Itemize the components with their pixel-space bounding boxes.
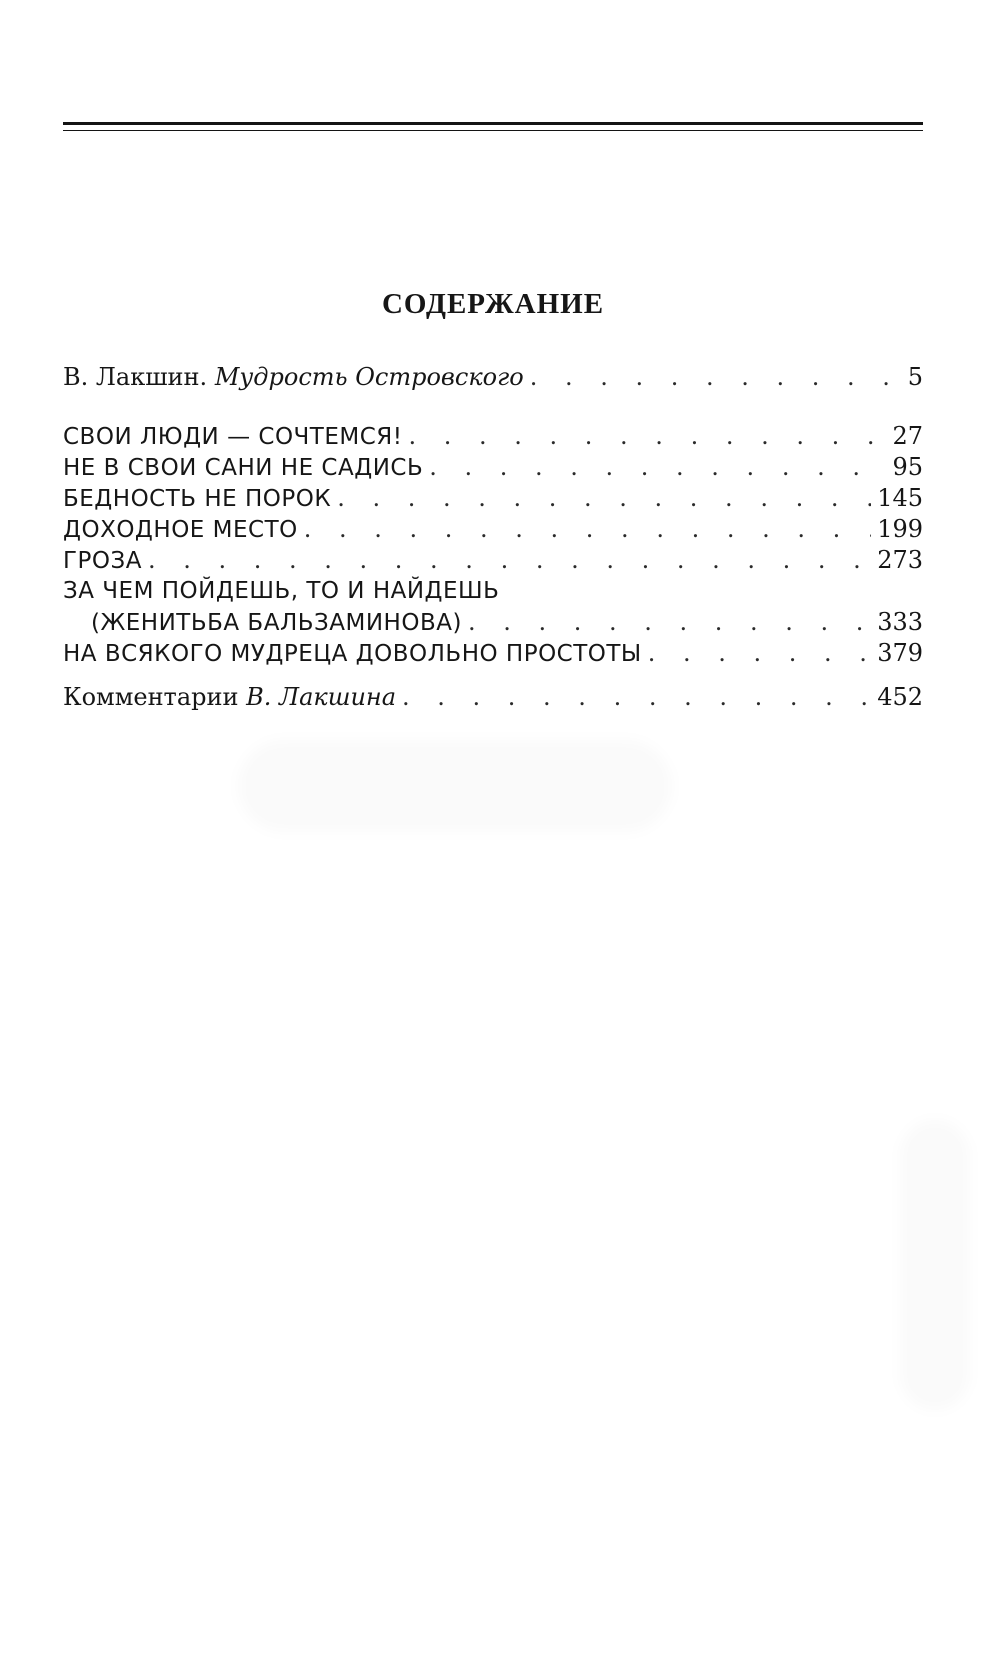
play-title: ДОХОДНОЕ МЕСТО (63, 517, 298, 543)
toc-commentary-section (63, 682, 923, 713)
page-number: 273 (877, 546, 923, 574)
page-number: 5 (907, 363, 923, 391)
leader-dots (648, 638, 871, 669)
toc-entry-play (63, 545, 923, 576)
toc-entry-intro (63, 362, 923, 393)
play-title-line2: (ЖЕНИТЬБА БАЛЬЗАМИНОВА) (91, 610, 462, 636)
leader-dots (148, 545, 871, 576)
toc-entry-play (63, 483, 923, 514)
toc-plays-section (63, 421, 923, 669)
page-number: 145 (877, 484, 923, 512)
leader-dots (402, 682, 871, 713)
intro-author: В. Лакшин. (63, 363, 208, 391)
toc-entry-text (63, 682, 396, 713)
play-title: НЕ В СВОИ САНИ НЕ САДИСЬ (63, 455, 424, 481)
toc-entry-play (63, 421, 923, 452)
play-title-line1: ЗА ЧЕМ ПОЙДЕШЬ, ТО И НАЙДЕШЬ (63, 578, 500, 604)
toc-intro-section (63, 362, 923, 393)
toc-entry-play (63, 514, 923, 545)
toc-entry-play-line1 (63, 576, 923, 607)
toc-entry-text (63, 362, 524, 393)
paper-smudge (238, 740, 672, 832)
leader-dots (337, 483, 871, 514)
page-number: 333 (877, 608, 923, 636)
intro-work-title: Мудрость Островского (214, 363, 524, 391)
toc-entry-commentary (63, 682, 923, 713)
header-rule-thin (63, 130, 923, 131)
page-title: СОДЕРЖАНИЕ (381, 288, 605, 320)
page-number: 95 (892, 453, 923, 481)
paper-smudge (900, 1120, 970, 1410)
play-title: ГРОЗА (63, 548, 142, 574)
leader-dots (409, 421, 887, 452)
page-number: 452 (877, 683, 923, 711)
toc-entry-play (63, 638, 923, 669)
leader-dots (530, 362, 902, 393)
toc-entry-play (63, 452, 923, 483)
play-title: СВОИ ЛЮДИ — СОЧТЕМСЯ! (63, 424, 403, 450)
header-rule-thick (63, 122, 923, 125)
page-number: 27 (892, 422, 923, 450)
leader-dots (304, 514, 871, 545)
leader-dots (468, 607, 871, 638)
commentary-author: В. Лакшина (246, 683, 397, 711)
page-number: 379 (877, 639, 923, 667)
play-title: БЕДНОСТЬ НЕ ПОРОК (63, 486, 332, 512)
play-title: НА ВСЯКОГО МУДРЕЦА ДОВОЛЬНО ПРОСТОТЫ (63, 641, 642, 667)
commentary-label: Комментарии (63, 683, 239, 711)
leader-dots (429, 452, 886, 483)
page-number: 199 (877, 515, 923, 543)
toc-entry-play-line2 (63, 607, 923, 638)
